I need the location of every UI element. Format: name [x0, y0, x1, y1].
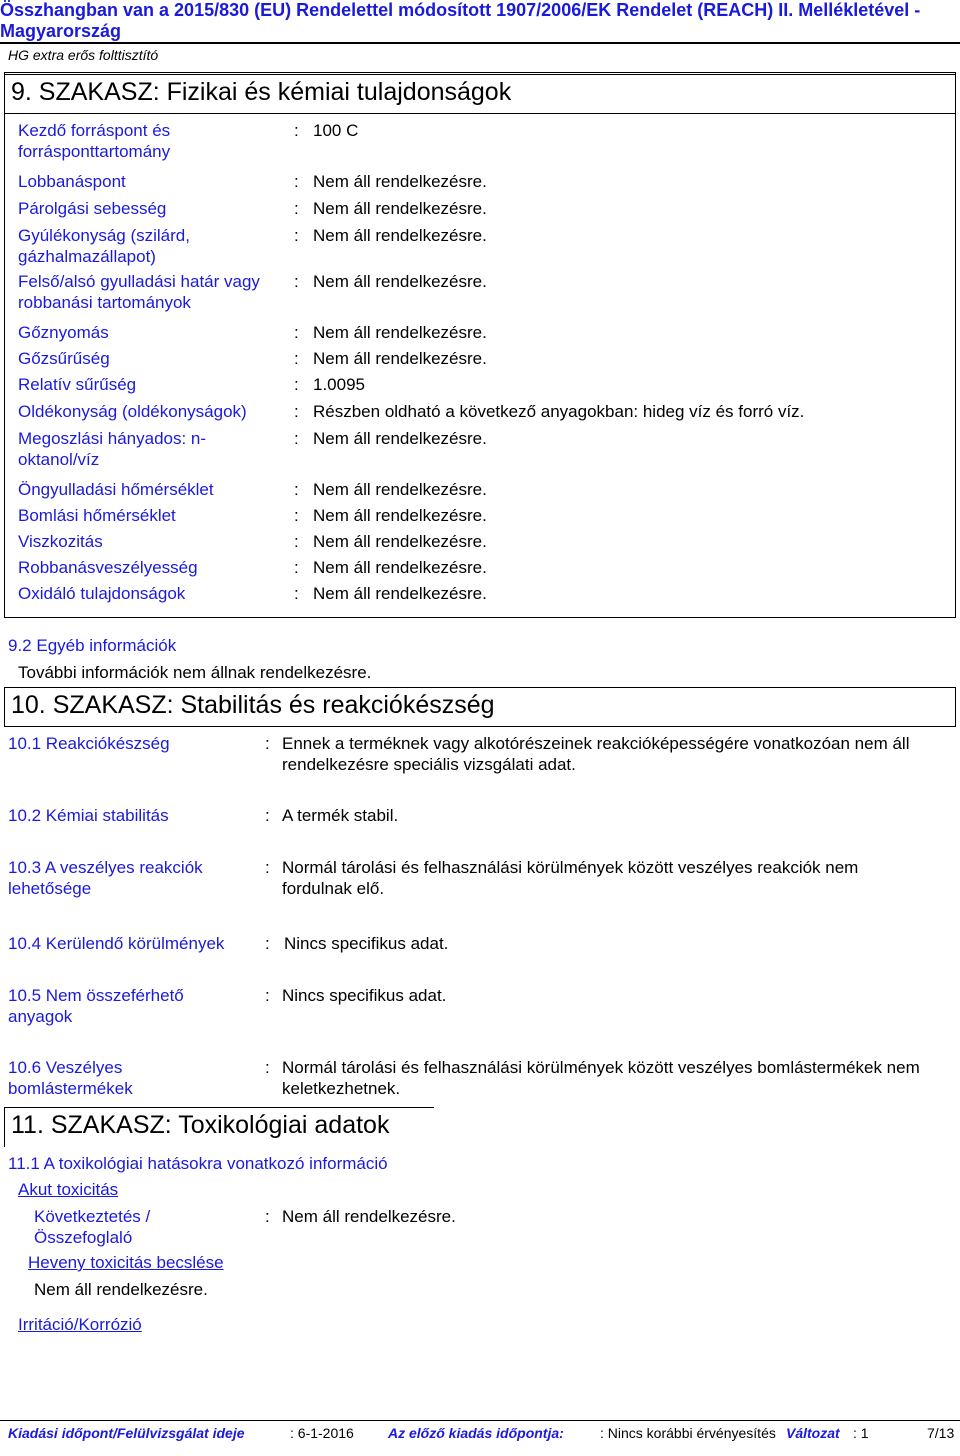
reactivity-colon: :: [265, 986, 270, 1005]
reactivity-value: Nincs specifikus adat.: [284, 934, 449, 953]
reactivity-colon: :: [265, 806, 270, 825]
issue-date-value: : 6-1-2016: [290, 1425, 354, 1441]
property-value: Nem áll rendelkezésre.: [313, 226, 487, 245]
property-colon: :: [294, 349, 299, 368]
property-value: Nem áll rendelkezésre.: [313, 323, 487, 342]
conclusion-label: Következtetés / Összefoglaló: [34, 1207, 151, 1247]
property-label: Párolgási sebesség: [18, 199, 167, 218]
other-info-text: További információk nem állnak rendelkezésre.: [18, 663, 372, 682]
section-9-header: [4, 74, 956, 114]
reactivity-value: Ennek a terméknek vagy alkotórészeinek reakcióképességére vonatkozóan nem áll rendelkezésre speciális vizsgálati adat.: [282, 734, 910, 774]
reactivity-label: 10.5 Nem összeférhető anyagok: [8, 986, 184, 1026]
irritation-link[interactable]: Irritáció/Korrózió: [18, 1315, 142, 1334]
footer-divider: [0, 1420, 960, 1421]
property-label: Oxidáló tulajdonságok: [18, 584, 186, 603]
page-number: 7/13: [927, 1425, 955, 1441]
version-label: [786, 1424, 840, 1442]
previous-issue-label: [388, 1424, 564, 1442]
reactivity-value: Normál tárolási és felhasználási körülmények között veszélyes reakciók nem fordulnak elő.: [282, 858, 859, 898]
property-colon: :: [294, 532, 299, 551]
property-value: Részben oldható a következő anyagokban: hideg víz és forró víz.: [313, 402, 805, 421]
property-value: Nem áll rendelkezésre.: [313, 199, 487, 218]
reactivity-label: 10.6 Veszélyes bomlástermékek: [8, 1058, 133, 1098]
reactivity-value: A termék stabil.: [282, 806, 399, 825]
property-colon: :: [294, 584, 299, 603]
version-value: : 1: [853, 1425, 869, 1441]
previous-issue-value: : Nincs korábbi érvényesítés: [600, 1425, 776, 1441]
property-label: Robbanásveszélyesség: [18, 558, 198, 577]
property-colon: :: [294, 272, 299, 291]
conclusion-value: Nem áll rendelkezésre.: [282, 1207, 456, 1226]
section-11-title: 11. SZAKASZ: Toxikológiai adatok: [11, 1111, 390, 1139]
property-colon: :: [294, 226, 299, 245]
property-value: 100 C: [313, 121, 359, 140]
property-label: Gőznyomás: [18, 323, 109, 342]
section-10-header: [4, 687, 956, 727]
property-value: Nem áll rendelkezésre.: [313, 584, 487, 603]
property-label: Viszkozitás: [18, 532, 103, 551]
header-divider: [0, 42, 960, 44]
property-value: Nem áll rendelkezésre.: [313, 480, 487, 499]
property-colon: :: [294, 480, 299, 499]
other-info-heading: 9.2 Egyéb információk: [8, 636, 177, 655]
issue-date-label-text: Kiadási időpont/Felülvizsgálat ideje: [8, 1425, 245, 1441]
property-value: Nem áll rendelkezésre.: [313, 429, 487, 448]
property-label: Lobbanáspont: [18, 172, 126, 191]
section-11-header: [4, 1107, 434, 1147]
property-colon: :: [294, 558, 299, 577]
section-9-title: 9. SZAKASZ: Fizikai és kémiai tulajdonságok: [11, 78, 512, 106]
property-label: Gőzsűrűség: [18, 349, 110, 368]
property-label: Oldékonyság (oldékonyságok): [18, 402, 247, 421]
issue-date-label: [8, 1424, 245, 1442]
reactivity-colon: :: [265, 858, 270, 877]
property-colon: :: [294, 375, 299, 394]
property-label: Felső/alsó gyulladási határ vagy robbanási tartományok: [18, 272, 260, 312]
product-name: HG extra erős folttisztító: [8, 47, 159, 63]
property-value: Nem áll rendelkezésre.: [313, 506, 487, 525]
property-label: Bomlási hőmérséklet: [18, 506, 176, 525]
property-colon: :: [294, 121, 299, 140]
property-value: Nem áll rendelkezésre.: [313, 272, 487, 291]
regulation-title: Összhangban van a 2015/830 (EU) Rendelettel módosított 1907/2006/EK Rendelet (REACH) II. Mellékletével - Magyarország: [0, 0, 921, 41]
property-colon: :: [294, 199, 299, 218]
property-value: Nem áll rendelkezésre.: [313, 172, 487, 191]
property-label: Megoszlási hányados: n-oktanol/víz: [18, 429, 207, 469]
reactivity-value: Nincs specifikus adat.: [282, 986, 447, 1005]
previous-issue-label-text: Az előző kiadás időpontja:: [388, 1425, 564, 1441]
reactivity-colon: :: [265, 1058, 270, 1077]
property-label: Öngyulladási hőmérséklet: [18, 480, 214, 499]
reactivity-label: 10.2 Kémiai stabilitás: [8, 806, 169, 825]
reactivity-colon: :: [265, 934, 270, 953]
version-label-text: Változat: [786, 1425, 840, 1441]
reactivity-colon: :: [265, 734, 270, 753]
conclusion-colon: :: [265, 1207, 270, 1226]
property-value: Nem áll rendelkezésre.: [313, 349, 487, 368]
property-label: Relatív sűrűség: [18, 375, 137, 394]
reactivity-label: 10.3 A veszélyes reakciók lehetősége: [8, 858, 203, 898]
acute-estimate-link[interactable]: Heveny toxicitás becslése: [28, 1253, 224, 1272]
acute-toxicity-link[interactable]: Akut toxicitás: [18, 1180, 119, 1199]
toxicology-subheading: 11.1 A toxikológiai hatásokra vonatkozó információ: [8, 1154, 388, 1173]
property-colon: :: [294, 429, 299, 448]
section-10-title: 10. SZAKASZ: Stabilitás és reakciókészség: [11, 691, 495, 719]
property-value: Nem áll rendelkezésre.: [313, 532, 487, 551]
property-value: Nem áll rendelkezésre.: [313, 558, 487, 577]
property-value: 1.0095: [313, 375, 365, 394]
acute-estimate-value: Nem áll rendelkezésre.: [34, 1280, 208, 1299]
reactivity-label: 10.1 Reakciókészség: [8, 734, 170, 753]
property-colon: :: [294, 323, 299, 342]
property-label: Gyúlékonyság (szilárd, gázhalmazállapot): [18, 226, 190, 266]
property-colon: :: [294, 506, 299, 525]
property-colon: :: [294, 402, 299, 421]
property-label: Kezdő forráspont és forrásponttartomány: [18, 121, 171, 161]
reactivity-label: 10.4 Kerülendő körülmények: [8, 934, 225, 953]
property-colon: :: [294, 172, 299, 191]
reactivity-value: Normál tárolási és felhasználási körülmények között veszélyes bomlástermékek nem keletkezhetnek.: [282, 1058, 920, 1098]
